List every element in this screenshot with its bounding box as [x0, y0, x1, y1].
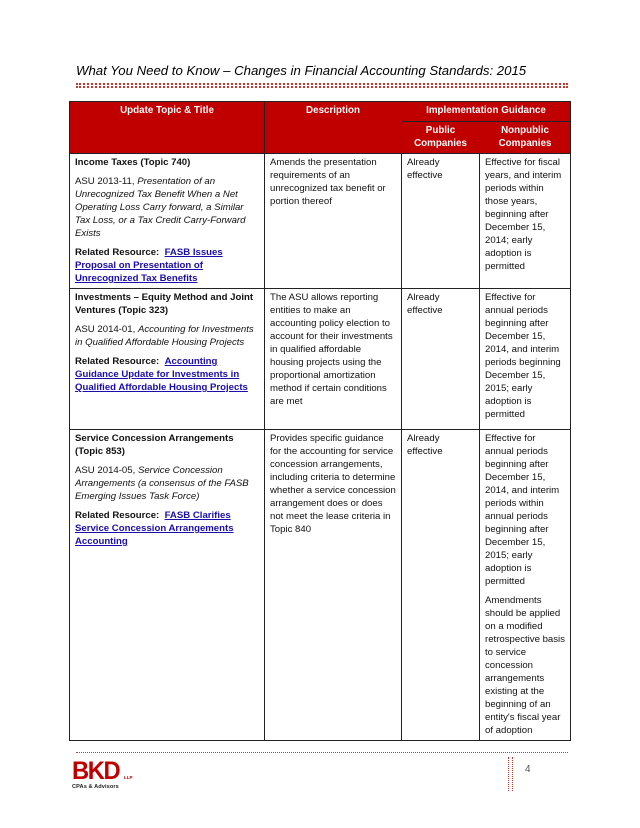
topic-cell: [70, 430, 265, 741]
topic-title: Investments – Equity Method and Joint Ventures (Topic 323): [75, 292, 254, 316]
bkd-logo: [72, 758, 132, 798]
nonpublic-cell: Effective for fiscal years, and interim periods within those years, beginning after December 15, 2014; early adoption is permitted: [480, 154, 571, 289]
nonpublic-cell: Effective for annual periods beginning after December 15, 2014, and interim periods within annual periods beginning after December 15, 2015; early adoption is permitted Amendments should be applied on a modified retrospective basis to service concession arrangements existing at the beginning of an entity's fiscal year of adoption: [480, 430, 571, 741]
public-cell: Already effective: [402, 289, 480, 430]
asu-reference: ASU 2013-11, Presentation of an Unrecognized Tax Benefit When a Net Operating Loss Carry forward, a Similar Tax Loss, or a Tax Credit Carry-Forward Exists: [75, 176, 246, 239]
topic-cell: [70, 154, 265, 289]
description-cell: The ASU allows reporting entities to make an accounting policy election to account for their investments in qualified affordable housing projects using the proportional amortization method if certain conditions are met: [265, 289, 402, 430]
header-implementation-guidance: Implementation Guidance: [402, 102, 571, 122]
footer-divider-dotted: [76, 752, 568, 753]
related-resource-label: Related Resource:: [75, 356, 160, 367]
related-resource-link[interactable]: FASB Clarifies Service Concession Arrangements Accounting: [75, 510, 234, 547]
header-public-companies: Public Companies: [402, 122, 480, 154]
public-cell: Already effective: [402, 430, 480, 741]
description-cell: Provides specific guidance for the accounting for service concession arrangements, including criteria to determine whether a service concession arrangement does or does not meet the lease criteria in Topic 840: [265, 430, 402, 741]
page-number: 4: [525, 764, 531, 775]
public-cell: Already effective: [402, 154, 480, 289]
related-resource-link[interactable]: FASB Issues Proposal on Presentation of Unrecognized Tax Benefits: [75, 247, 223, 284]
topic-title: Service Concession Arrangements (Topic 853): [75, 433, 234, 457]
logo-tagline: CPAs & Advisors: [72, 784, 119, 790]
asu-reference: ASU 2014-01, Accounting for Investments in Qualified Affordable Housing Projects: [75, 324, 254, 348]
title-divider-dotted-2: [76, 86, 568, 88]
logo-llp: LLP: [124, 775, 133, 780]
table-row: [70, 289, 571, 430]
table-row: [70, 430, 571, 741]
description-cell: Amends the presentation requirements of an unrecognized tax benefit or portion thereof: [265, 154, 402, 289]
page-title: What You Need to Know – Changes in Financial Accounting Standards: 2015: [76, 63, 527, 78]
related-resource-label: Related Resource:: [75, 247, 160, 258]
topic-title: Income Taxes (Topic 740): [75, 157, 191, 168]
accounting-standards-table: [69, 101, 571, 741]
asu-reference: ASU 2014-05, Service Concession Arrangements (a consensus of the FASB Emerging Issues Task Force): [75, 465, 249, 502]
title-divider-dotted: [76, 83, 568, 85]
logo-wordmark: BKD: [72, 757, 120, 785]
footer-vertical-dots: [508, 757, 509, 791]
header-description: Description: [265, 102, 402, 154]
topic-cell: [70, 289, 265, 430]
table-row: [70, 154, 571, 289]
header-nonpublic-companies: Nonpublic Companies: [480, 122, 571, 154]
related-resource-link[interactable]: Accounting Guidance Update for Investments in Qualified Affordable Housing Projects: [75, 356, 248, 393]
nonpublic-cell: Effective for annual periods beginning after December 15, 2014, and interim periods beginning December 15, 2015; early adoption is permitted: [480, 289, 571, 430]
related-resource-label: Related Resource:: [75, 510, 160, 521]
footer-vertical-dots-2: [512, 757, 513, 791]
header-update-topic: Update Topic & Title: [70, 102, 265, 154]
